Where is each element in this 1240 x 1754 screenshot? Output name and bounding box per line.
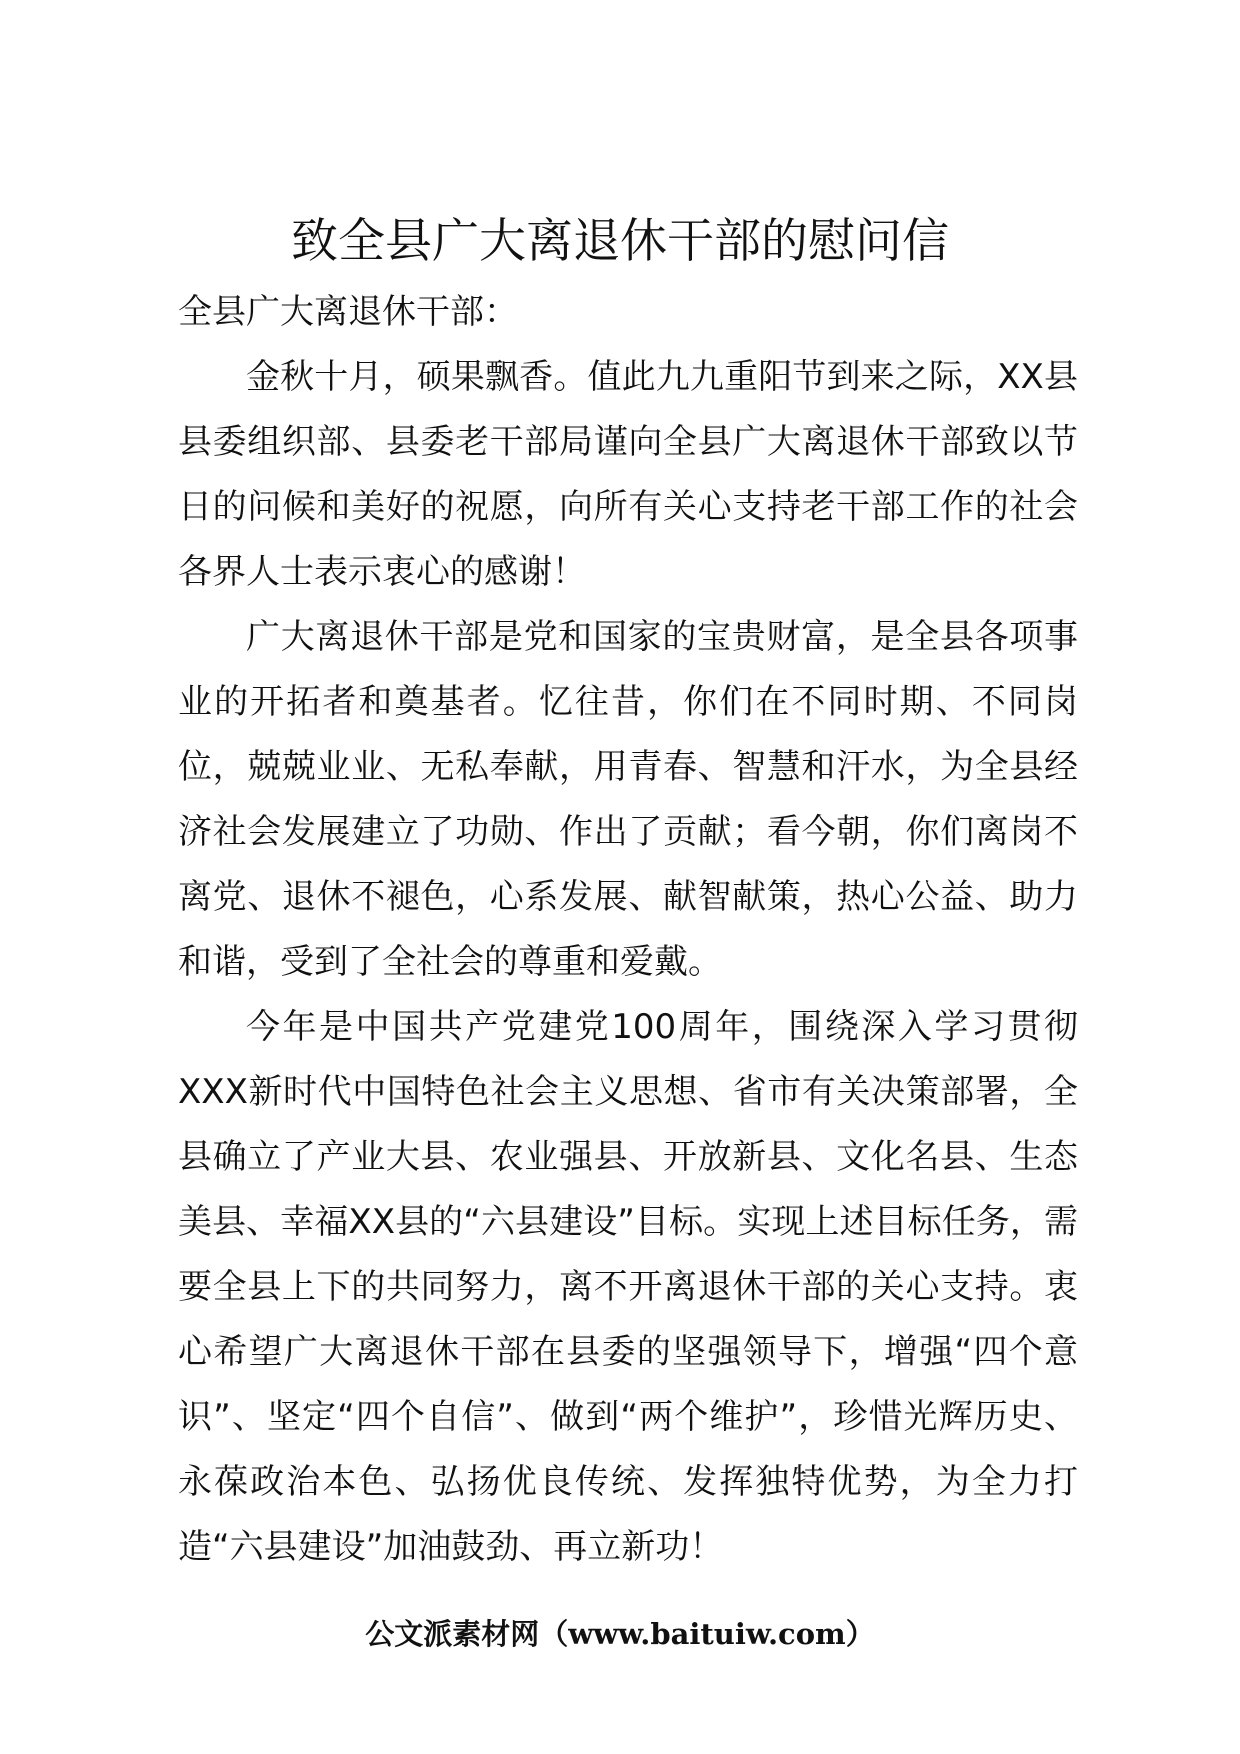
salutation: 全县广大离退休干部：: [178, 292, 518, 332]
letter-body: [178, 280, 1078, 1580]
paragraph-2: 广大离退休干部是党和国家的宝贵财富，是全县各项事业的开拓者和奠基者。忆往昔，你们在不同时期、不同岗位，兢兢业业、无私奉献，用青春、智慧和汗水，为全县经济社会发展建立了功勋、作出了贡献；看今朝，你们离岗不离党、退休不褪色，心系发展、献智献策，热心公益、助力和谐，受到了全社会的尊重和爱戴。: [178, 617, 1078, 982]
document-title: 致全县广大离退休干部的慰问信: [291, 214, 949, 269]
source-footer: 公文派素材网（www.baituiw.com）: [365, 1617, 875, 1651]
paragraph-3: 今年是中国共产党建党100周年，围绕深入学习贯彻XXX新时代中国特色社会主义思想、省市有关决策部署，全县确立了产业大县、农业强县、开放新县、文化名县、生态美县、幸福XX县的“六县建设”目标。实现上述目标任务，需要全县上下的共同努力，离不开离退休干部的关心支持。衷心希望广大离退休干部在县委的坚强领导下，增强“四个意识”、坚定“四个自信”、做到“两个维护”，珍惜光辉历史、永葆政治本色、弘扬优良传统、发挥独特优势，为全力打造“六县建设”加油鼓劲、再立新功！: [178, 1007, 1078, 1567]
paragraph-1: 金秋十月，硕果飘香。值此九九重阳节到来之际，XX县县委组织部、县委老干部局谨向全县广大离退休干部致以节日的问候和美好的祝愿，向所有关心支持老干部工作的社会各界人士表示衷心的感谢！: [178, 357, 1078, 592]
